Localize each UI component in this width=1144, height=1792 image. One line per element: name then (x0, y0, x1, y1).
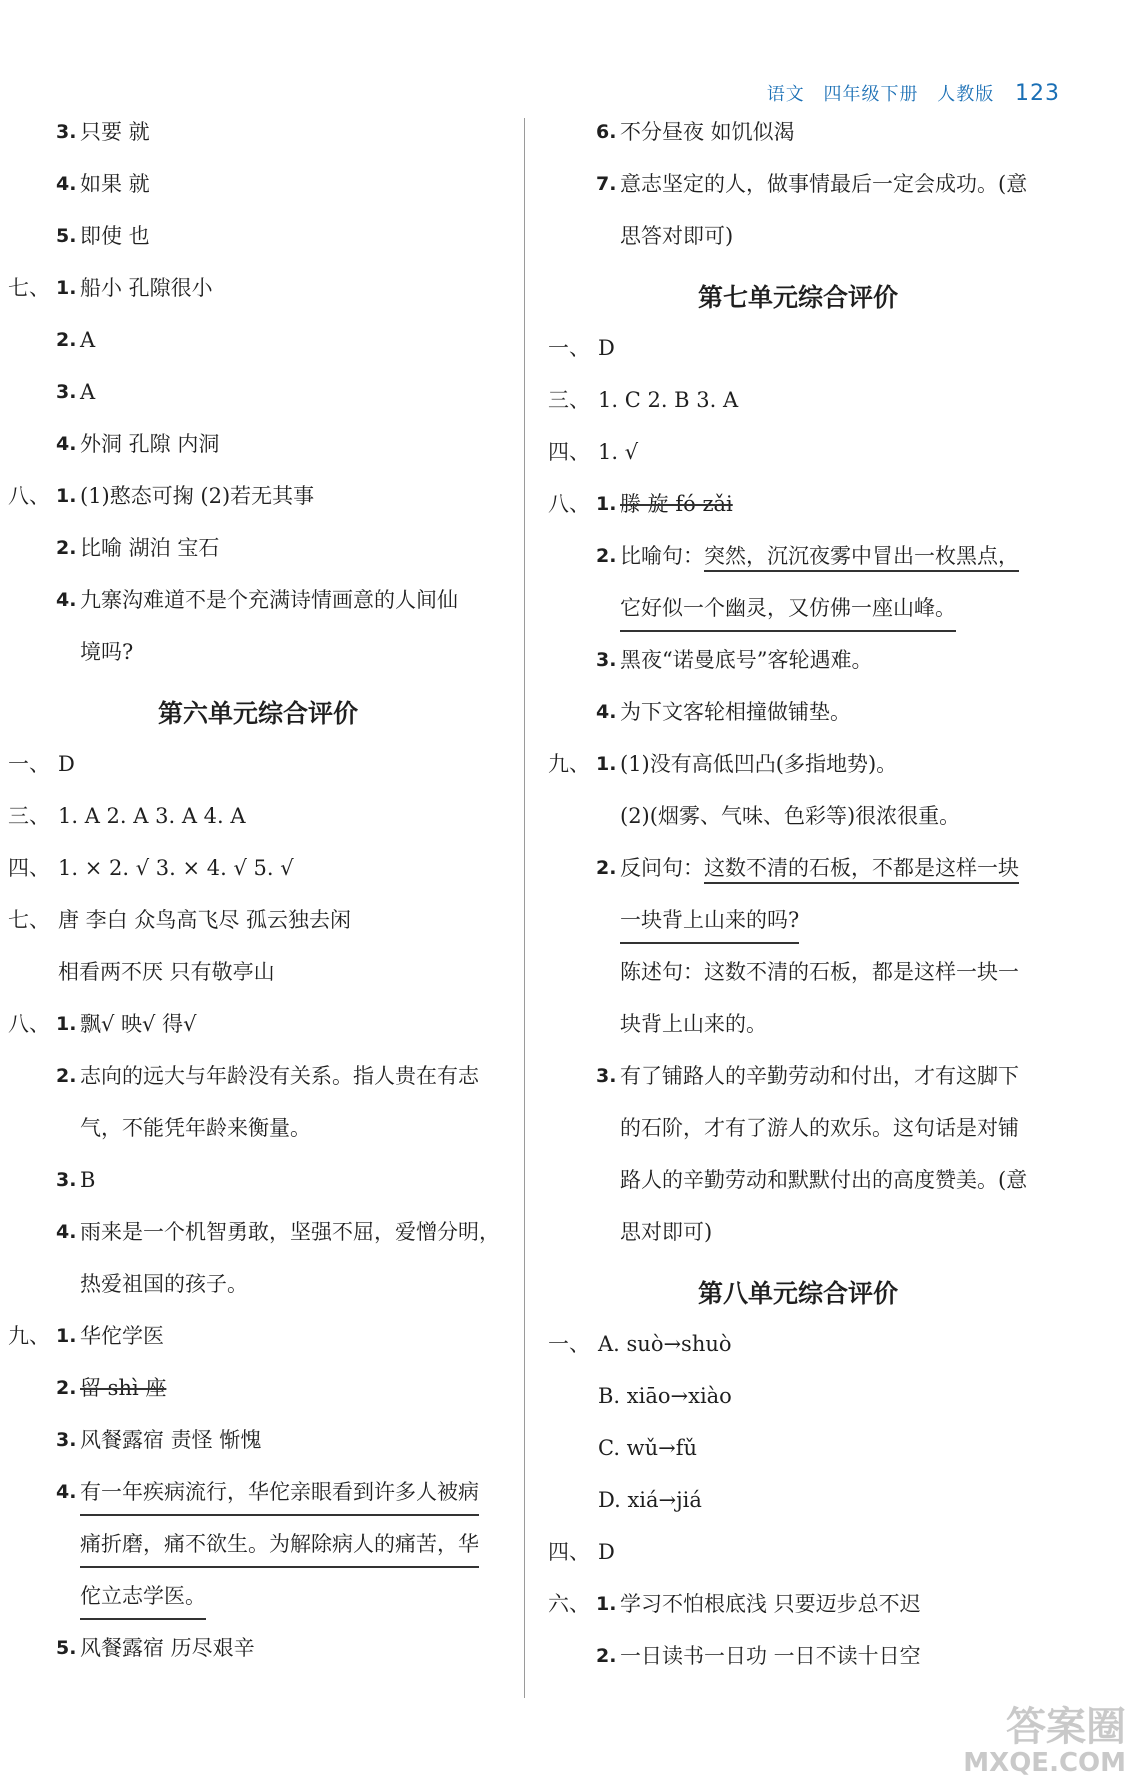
answer-text: 热爱祖国的孩子。 (80, 1272, 248, 1296)
section-marker: 九、 (548, 752, 590, 776)
item-number: 3. (56, 381, 77, 403)
answer-line (548, 1212, 1048, 1264)
answer-line (8, 1108, 508, 1160)
item-number: 2. (56, 537, 77, 559)
item-number: 3. (56, 121, 77, 143)
answer-text: 气，不能凭年龄来衡量。 (80, 1116, 311, 1140)
header-edition: 人教版 (937, 84, 995, 105)
answer-text: A (80, 328, 96, 352)
answer-line (548, 1056, 1048, 1108)
answer-line (548, 952, 1048, 1004)
answer-line (8, 1212, 508, 1264)
answer-text: 1. C 2. B 3. A (598, 388, 739, 412)
item-number: 1. (596, 493, 617, 515)
answer-text: D. xiá→jiá (598, 1488, 702, 1512)
answer-text: (2)(烟雾、气味、色彩等)很浓很重。 (620, 804, 961, 828)
answer-text: 唐 李白 众鸟高飞尽 孤云独去闲 (58, 908, 352, 932)
answer-line (548, 1376, 1048, 1428)
answer-label: 比喻句： (620, 544, 704, 568)
answer-line (8, 476, 508, 528)
answer-text: 不分昼夜 如饥似渴 (620, 120, 795, 144)
answer-line (8, 1472, 508, 1524)
item-number: 3. (56, 1429, 77, 1451)
answer-line (548, 328, 1048, 380)
watermark-url: MXQE.COM (963, 1748, 1126, 1779)
answer-line (548, 848, 1048, 900)
answer-text: 为下文客轮相撞做铺垫。 (620, 700, 851, 724)
answer-line (8, 1160, 508, 1212)
answer-text: 如果 就 (80, 172, 150, 196)
answer-text: 1. A 2. A 3. A 4. A (58, 804, 246, 828)
section-marker: 八、 (8, 1012, 50, 1036)
answer-text: 的石阶，才有了游人的欢乐。这句话是对铺 (620, 1116, 1019, 1140)
answer-line (8, 372, 508, 424)
item-number: 2. (596, 857, 617, 879)
answer-line (548, 484, 1048, 536)
answer-text: 这数不清的石板，不都是这样一块 (704, 856, 1019, 884)
answer-line (548, 1160, 1048, 1212)
answer-line (548, 1584, 1048, 1636)
answer-text: 陈述句：这数不清的石板，都是这样一块一 (620, 960, 1019, 984)
section-marker: 九、 (8, 1324, 50, 1348)
answer-text: D (58, 752, 75, 776)
answer-line (548, 1004, 1048, 1056)
answer-text: 华佗学医 (80, 1324, 164, 1348)
answer-text: 学习不怕根底浅 只要迈步总不迟 (620, 1592, 921, 1616)
answer-line (8, 1264, 508, 1316)
item-number: 2. (596, 1645, 617, 1667)
section-marker: 四、 (8, 856, 50, 880)
header-subject: 语文 (766, 84, 805, 105)
item-number: 5. (56, 225, 77, 247)
section-marker: 一、 (548, 1332, 590, 1356)
item-number: 4. (56, 1481, 77, 1503)
answer-line (548, 588, 1048, 640)
answer-line (8, 900, 508, 952)
unit8-title: 第八单元综合评价 (697, 1279, 898, 1308)
answer-text: 飘√ 映√ 得√ (80, 1012, 197, 1036)
answer-line (8, 952, 508, 1004)
answer-text: 一块背上山来的吗? (620, 900, 799, 944)
answer-text: D (598, 1540, 615, 1564)
answer-line (548, 640, 1048, 692)
item-number: 4. (596, 701, 617, 723)
left-column (8, 112, 508, 1680)
item-number: 6. (596, 121, 617, 143)
answer-text: 雨来是一个机智勇敢，坚强不屈，爱憎分明， (80, 1220, 500, 1244)
answer-line (8, 796, 508, 848)
item-number: 1. (56, 277, 77, 299)
answer-text: 有了铺路人的辛勤劳动和付出，才有这脚下 (620, 1064, 1019, 1088)
section-marker: 八、 (548, 492, 590, 516)
answer-line (8, 1420, 508, 1472)
item-number: 5. (56, 1637, 77, 1659)
answer-line (8, 632, 508, 684)
answer-line (548, 1108, 1048, 1160)
item-number: 7. (596, 173, 617, 195)
answer-line (548, 380, 1048, 432)
answer-text: 它好似一个幽灵，又仿佛一座山峰。 (620, 588, 956, 632)
answer-line (548, 796, 1048, 848)
watermark-logo (963, 1705, 1126, 1778)
answer-text: 1. √ (598, 440, 639, 464)
item-number: 3. (596, 649, 617, 671)
section-marker: 六、 (548, 1592, 590, 1616)
answer-line (548, 536, 1048, 588)
section-marker: 一、 (548, 336, 590, 360)
answer-line (548, 1532, 1048, 1584)
answer-text: 风餐露宿 责怪 惭愧 (80, 1428, 262, 1452)
item-number: 4. (56, 173, 77, 195)
answer-line (8, 164, 508, 216)
answer-text: D (598, 336, 615, 360)
answer-line (8, 1628, 508, 1680)
item-number: 4. (56, 1221, 77, 1243)
answer-line (8, 1004, 508, 1056)
answer-text: 突然，沉沉夜雾中冒出一枚黑点， (704, 544, 1019, 572)
watermark-name: 答案圈 (1006, 1704, 1126, 1751)
answer-text: 九寨沟难道不是个充满诗情画意的人间仙 (80, 588, 458, 612)
answer-line (548, 1324, 1048, 1376)
item-number: 2. (56, 329, 77, 351)
header-grade: 四年级下册 (823, 84, 919, 105)
answer-text: (1)没有高低凹凸(多指地势)。 (620, 752, 898, 776)
section-marker: 七、 (8, 276, 50, 300)
right-column (548, 112, 1048, 1688)
answer-text: 只要 就 (80, 120, 150, 144)
answer-line (548, 164, 1048, 216)
answer-text: 有一年疾病流行，华佗亲眼看到许多人被病 (80, 1472, 479, 1516)
column-divider (524, 118, 525, 1698)
page-header (755, 80, 1060, 106)
answer-line (548, 744, 1048, 796)
answer-text: 佗立志学医。 (80, 1576, 206, 1620)
item-number: 3. (596, 1065, 617, 1087)
answer-line (548, 432, 1048, 484)
item-number: 4. (56, 589, 77, 611)
answer-text: 风餐露宿 历尽艰辛 (80, 1636, 255, 1660)
answer-text: 志向的远大与年龄没有关系。指人贵在有志 (80, 1064, 479, 1088)
section-marker: 四、 (548, 1540, 590, 1564)
answer-line (548, 692, 1048, 744)
answer-line (8, 216, 508, 268)
answer-text: 1. × 2. √ 3. × 4. √ 5. √ (58, 856, 294, 880)
answer-line (8, 744, 508, 796)
answer-line (548, 1480, 1048, 1532)
answer-text: 即使 也 (80, 224, 150, 248)
answer-text: A (80, 380, 96, 404)
answer-line (548, 216, 1048, 268)
answer-line (8, 528, 508, 580)
section-marker: 八、 (8, 484, 50, 508)
item-number: 1. (56, 1013, 77, 1035)
item-number: 3. (56, 1169, 77, 1191)
unit6-title: 第六单元综合评价 (157, 699, 358, 728)
answer-text: 外洞 孔隙 内洞 (80, 432, 220, 456)
answer-text: 意志坚定的人，做事情最后一定会成功。(意 (620, 172, 1028, 196)
item-number: 2. (56, 1065, 77, 1087)
item-number: 2. (56, 1377, 77, 1399)
answer-text: B (80, 1168, 96, 1192)
section-marker: 四、 (548, 440, 590, 464)
item-number: 2. (596, 545, 617, 567)
answer-text: 一日读书一日功 一日不读十日空 (620, 1644, 921, 1668)
answer-line (8, 112, 508, 164)
answer-label: 反问句： (620, 856, 704, 880)
item-number: 1. (56, 1325, 77, 1347)
section-marker: 一、 (8, 752, 50, 776)
answer-text: 相看两不厌 只有敬亭山 (58, 960, 275, 984)
answer-line (8, 424, 508, 476)
answer-text: 境吗? (80, 640, 134, 664)
answer-line (548, 1428, 1048, 1480)
answer-text: 思对即可) (620, 1220, 713, 1244)
answer-line (8, 1316, 508, 1368)
answer-text: 留 shì 座 (80, 1376, 167, 1400)
answer-line (8, 1576, 508, 1628)
section-marker: 三、 (548, 388, 590, 412)
answer-text: 滕 旋 fó zǎi (620, 492, 733, 516)
answer-text: 路人的辛勤劳动和默默付出的高度赞美。(意 (620, 1168, 1028, 1192)
answer-line (8, 848, 508, 900)
answer-line (8, 1368, 508, 1420)
item-number: 1. (596, 1593, 617, 1615)
answer-line (8, 1524, 508, 1576)
section-marker: 三、 (8, 804, 50, 828)
unit7-title: 第七单元综合评价 (697, 283, 898, 312)
answer-text: 块背上山来的。 (620, 1012, 767, 1036)
answer-line (8, 268, 508, 320)
answer-text: C. wǔ→fǔ (598, 1436, 698, 1460)
answer-text: B. xiāo→xiào (598, 1384, 732, 1408)
item-number: 1. (596, 753, 617, 775)
item-number: 4. (56, 433, 77, 455)
answer-text: 黑夜“诺曼底号”客轮遇难。 (620, 648, 873, 672)
answer-line (8, 320, 508, 372)
answer-line (548, 1636, 1048, 1688)
item-number: 1. (56, 485, 77, 507)
answer-text: A. suò→shuò (598, 1332, 732, 1356)
answer-line (548, 112, 1048, 164)
answer-text: 思答对即可) (620, 224, 734, 248)
answer-text: 比喻 湖泊 宝石 (80, 536, 220, 560)
answer-text: (1)憨态可掬 (2)若无其事 (80, 484, 315, 508)
section-marker: 七、 (8, 908, 50, 932)
page-number: 123 (1015, 81, 1060, 106)
answer-text: 船小 孔隙很小 (80, 276, 213, 300)
answer-line (8, 1056, 508, 1108)
answer-text: 痛折磨，痛不欲生。为解除病人的痛苦，华 (80, 1524, 479, 1568)
answer-line (548, 900, 1048, 952)
answer-line (8, 580, 508, 632)
